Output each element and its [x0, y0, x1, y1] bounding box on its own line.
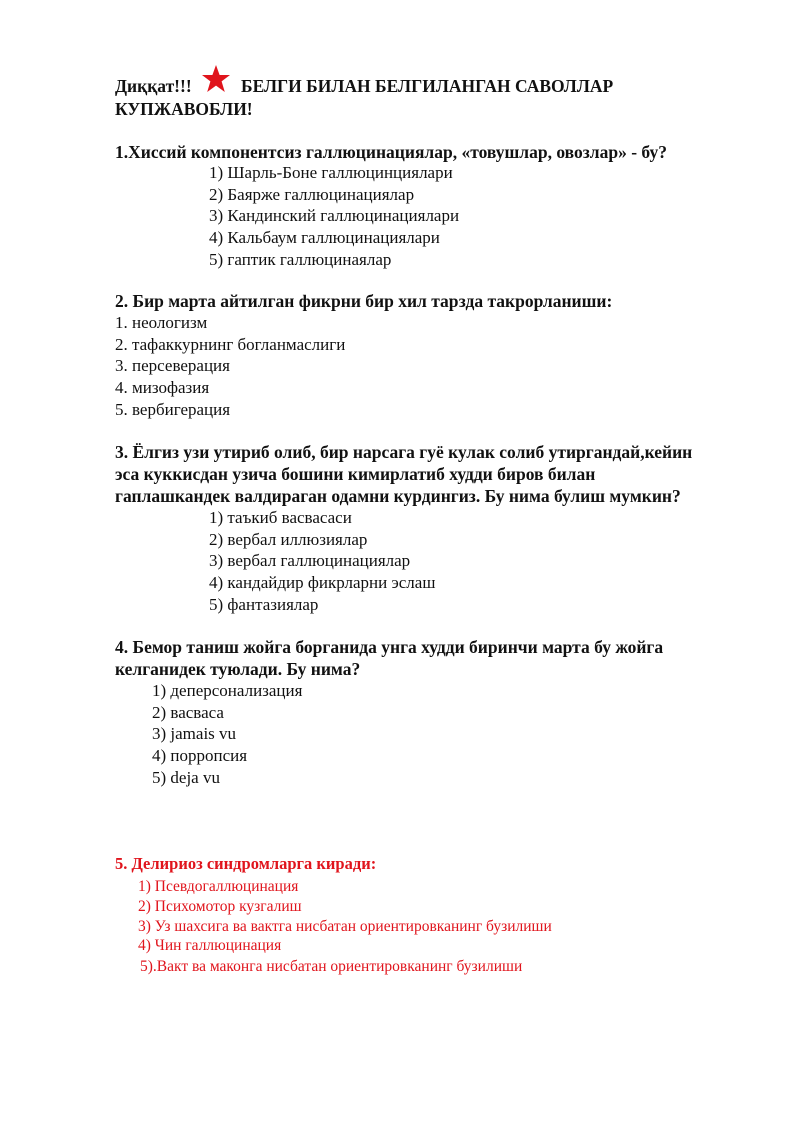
question-4-option-5: 5) deja vu — [152, 768, 220, 787]
question-5-option-3: 3) Уз шахсига ва вактга нисбатан ориентировканинг бузилиши — [138, 918, 552, 935]
question-1-option-3: 3) Кандинский галлюцинациялари — [209, 206, 460, 225]
question-4-title-line1: 4. Бемор таниш жойга борганида унга худди биринчи марта бу жойга — [115, 637, 664, 657]
question-5-option-1: 1) Псевдогаллюцинация — [138, 878, 299, 895]
red-star-icon — [201, 64, 231, 94]
notice-text-line1: БЕЛГИ БИЛАН БЕЛГИЛАНГАН САВОЛЛАР — [241, 76, 614, 96]
notice-text-line2: КУПЖАВОБЛИ! — [115, 99, 253, 119]
question-1-title: 1.Хиссий компонентсиз галлюцинациялар, «товушлар, овозлар» - бу? — [115, 142, 667, 162]
question-5-option-5: 5).Вакт ва маконга нисбатан ориентировканинг бузилиши — [140, 958, 523, 975]
question-1-option-5: 5) гаптик галлюцинаялар — [209, 250, 392, 269]
question-2-title: 2. Бир марта айтилган фикрни бир хил тарзда такрорланиши: — [115, 291, 613, 311]
question-3-option-5: 5) фантазиялар — [209, 595, 319, 614]
question-2-option-4: 4. мизофазия — [115, 378, 210, 397]
question-3-option-1: 1) таъкиб васвасаси — [209, 508, 352, 527]
question-5-option-2: 2) Психомотор кузгалиш — [138, 898, 302, 915]
question-4-option-2: 2) васваса — [152, 703, 224, 722]
question-2-option-2: 2. тафаккурнинг богланмаслиги — [115, 335, 346, 354]
question-3-option-4: 4) кандайдир фикрларни эслаш — [209, 573, 436, 592]
notice-prefix: Диққат!!! — [115, 76, 192, 96]
question-3-title-line2: эса куккисдан узича бошини кимирлатиб худди биров билан — [115, 464, 596, 484]
question-3-title-line1: 3. Ёлгиз узи утириб олиб, бир нарсага гуё кулак солиб утиргандай,кейин — [115, 442, 693, 462]
question-3-option-2: 2) вербал иллюзиялар — [209, 530, 368, 549]
question-4-title-line2: келганидек туюлади. Бу нима? — [115, 659, 361, 679]
question-3-title-line3: гаплашкандек валдираган одамни курдингиз. Бу нима булиш мумкин? — [115, 486, 681, 506]
question-5-option-4: 4) Чин галлюцинация — [138, 937, 282, 954]
question-5-title: 5. Делириоз синдромларга киради: — [115, 854, 377, 873]
question-1-option-1: 1) Шарль-Боне галлюцинциялари — [209, 163, 453, 182]
question-4-option-4: 4) порропсия — [152, 746, 248, 765]
question-2-option-3: 3. персеверация — [115, 356, 230, 375]
question-2-option-5: 5. вербигерация — [115, 400, 231, 419]
question-4-option-3: 3) jamais vu — [152, 724, 237, 743]
question-1-option-2: 2) Баярже галлюцинациялар — [209, 185, 415, 204]
question-3-option-3: 3) вербал галлюцинациялар — [209, 551, 411, 570]
question-4-option-1: 1) деперсонализация — [152, 681, 303, 700]
question-1-option-4: 4) Кальбаум галлюцинациялари — [209, 228, 440, 247]
question-2-option-1: 1. неологизм — [115, 313, 208, 332]
